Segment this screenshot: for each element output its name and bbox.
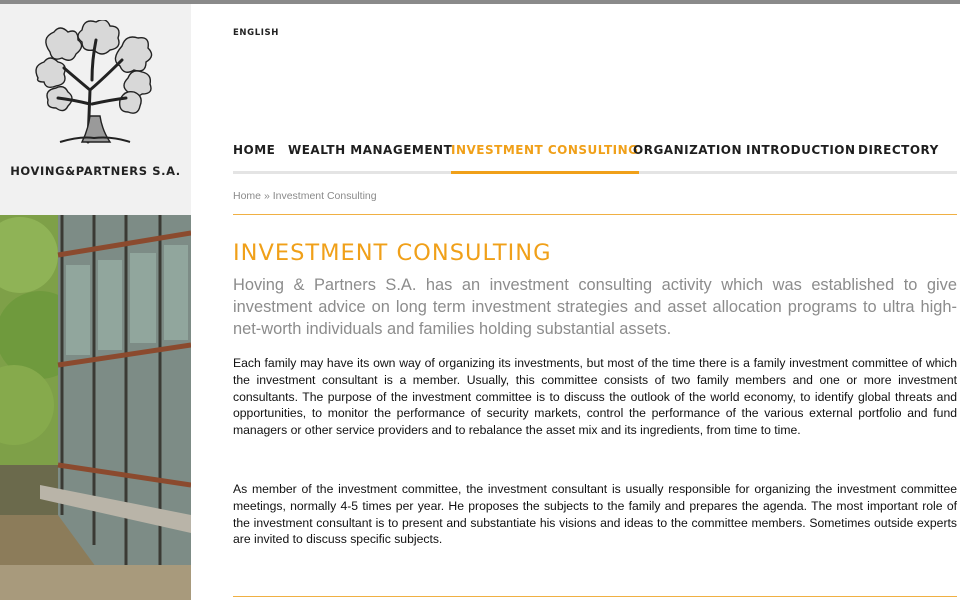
nav-item-directory[interactable]: DIRECTORY [858,143,939,157]
building-photo [0,215,191,600]
page-title: INVESTMENT CONSULTING [233,240,552,266]
header-divider [233,214,957,215]
brand-name: HOVING&PARTNERS S.A. [10,164,181,178]
nav-item-wealth-management[interactable]: WEALTH MANAGEMENT [288,143,453,157]
main-navigation [233,140,957,174]
nav-item-investment-consulting[interactable]: INVESTMENT CONSULTING [451,140,639,174]
body-paragraph-1: Each family may have its own way of organizing its investments, but most of the time there is a family investment committee of which the investment consultant is a member. Usually, this committee consists of two family members and one or more investment consultants. The purpose of the investment committee is to discuss the outlook of the world economy, to identify global threats and opportunities, to monitor the performance of security markets, control the performance of the various external portfolio and fund managers or other service providers and to rebalance the asset mix and its ingredients, from time to time. [233,356,957,438]
nav-item-introduction[interactable]: INTRODUCTION [746,143,856,157]
breadcrumb-separator: » [263,190,270,202]
breadcrumb [233,190,377,202]
nav-item-home[interactable]: HOME [233,143,276,157]
breadcrumb-home-link[interactable]: Home [233,190,262,202]
footer-divider [233,596,957,597]
nav-item-organization[interactable]: ORGANIZATION [633,143,743,157]
oak-tree-icon [30,20,160,146]
language-selector[interactable]: ENGLISH [233,28,279,38]
logo-panel [0,4,191,215]
body-paragraph-2: As member of the investment committee, the investment consultant is usually responsible for organizing the investment committee meetings, normally 4-5 times per year. He proposes the subjects to the family and prepares the agenda. The most important role of the investment consultant is to present and substantiate his visions and ideas to the committee members. Sometimes outside experts are invited to discuss specific subjects. [233,482,957,547]
lead-paragraph: Hoving & Partners S.A. has an investment consulting activity which was established to give investment advice on long term investment strategies and asset allocation programs to ultra high-net-worth individuals and families holding substantial assets. [233,276,957,338]
breadcrumb-current: Investment Consulting [272,190,377,202]
